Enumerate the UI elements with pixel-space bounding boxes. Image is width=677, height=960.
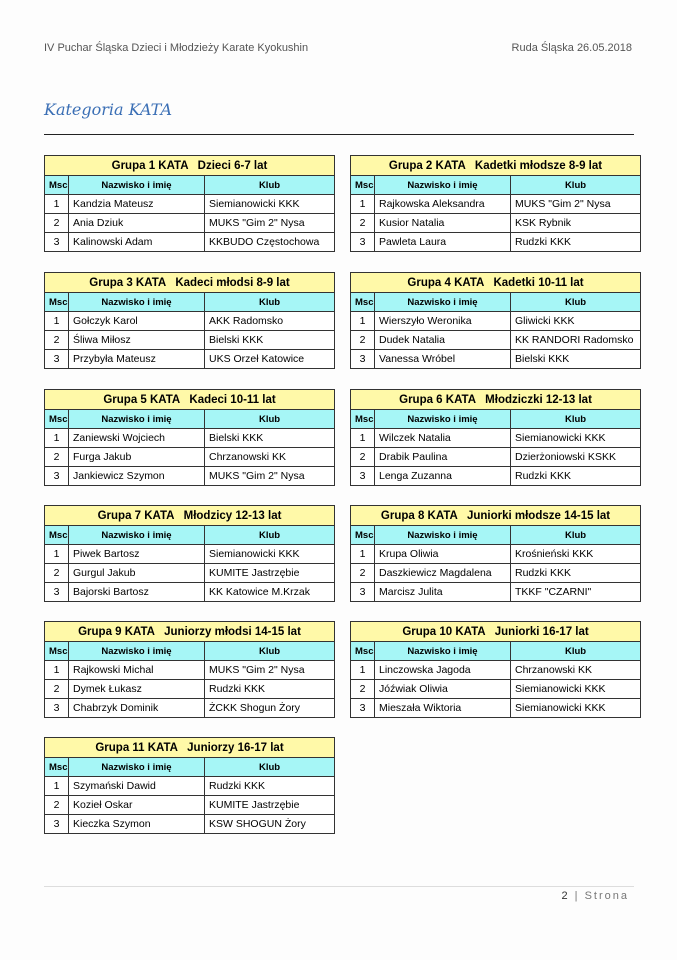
place-cell: 3 [351, 583, 375, 602]
club-cell: Rudzki KKK [205, 777, 335, 796]
group-title: Grupa 6 KATA Młodziczki 12-13 lat [351, 390, 641, 410]
place-cell: 2 [45, 331, 69, 350]
club-cell: MUKS "Gim 2" Nysa [205, 467, 335, 486]
column-header-name: Nazwisko i imię [69, 642, 205, 661]
club-cell: Bielski KKK [205, 331, 335, 350]
competitor-name-cell: Kozieł Oskar [69, 796, 205, 815]
page-footer [561, 890, 629, 902]
group-table [44, 272, 335, 369]
group-title: Grupa 10 KATA Juniorki 16-17 lat [351, 622, 641, 642]
club-cell: KUMITE Jastrzębie [205, 564, 335, 583]
competitor-name-cell: Kieczka Szymon [69, 815, 205, 834]
column-header-name: Nazwisko i imię [69, 293, 205, 312]
group-title: Grupa 1 KATA Dzieci 6-7 lat [45, 156, 335, 176]
club-cell: Chrzanowski KK [511, 661, 641, 680]
competitor-name-cell: Rajkowska Aleksandra [375, 195, 511, 214]
table-row [45, 564, 335, 583]
column-header-club: Klub [205, 758, 335, 777]
group-title: Grupa 3 KATA Kadeci młodsi 8-9 lat [45, 273, 335, 293]
column-header-msc: Msc [351, 642, 375, 661]
table-row [45, 699, 335, 718]
club-cell: UKS Orzeł Katowice [205, 350, 335, 369]
table-row [351, 331, 641, 350]
place-cell: 1 [45, 312, 69, 331]
column-header-name: Nazwisko i imię [69, 526, 205, 545]
group-table [44, 621, 335, 718]
column-header-name: Nazwisko i imię [375, 293, 511, 312]
table-row [351, 448, 641, 467]
column-header-row [45, 176, 335, 195]
column-header-msc: Msc [351, 410, 375, 429]
club-cell: Gliwicki KKK [511, 312, 641, 331]
club-cell: TKKF "CZARNI" [511, 583, 641, 602]
group-title: Grupa 5 KATA Kadeci 10-11 lat [45, 390, 335, 410]
place-cell: 1 [45, 777, 69, 796]
table-row [351, 545, 641, 564]
column-header-row [45, 410, 335, 429]
column-header-name: Nazwisko i imię [69, 176, 205, 195]
club-cell: MUKS "Gim 2" Nysa [205, 214, 335, 233]
competitor-name-cell: Bajorski Bartosz [69, 583, 205, 602]
place-cell: 3 [351, 350, 375, 369]
place-cell: 1 [351, 312, 375, 331]
club-cell: KK Katowice M.Krzak [205, 583, 335, 602]
document-header-title: IV Puchar Śląska Dzieci i Młodzieży Karate Kyokushin [44, 42, 309, 54]
competitor-name-cell: Wilczek Natalia [375, 429, 511, 448]
club-cell: Bielski KKK [511, 350, 641, 369]
competitor-name-cell: Linczowska Jagoda [375, 661, 511, 680]
competitor-name-cell: Mieszała Wiktoria [375, 699, 511, 718]
club-cell: Krośnieński KKK [511, 545, 641, 564]
table-row [45, 467, 335, 486]
competitor-name-cell: Krupa Oliwia [375, 545, 511, 564]
table-row [351, 564, 641, 583]
club-cell: AKK Radomsko [205, 312, 335, 331]
competitor-name-cell: Gurgul Jakub [69, 564, 205, 583]
club-cell: Siemianowicki KKK [205, 545, 335, 564]
column-header-name: Nazwisko i imię [69, 410, 205, 429]
club-cell: Rudzki KKK [205, 680, 335, 699]
group-table [44, 505, 335, 602]
competitor-name-cell: Furga Jakub [69, 448, 205, 467]
group-table [44, 389, 335, 486]
column-header-row [351, 526, 641, 545]
table-row [45, 448, 335, 467]
column-header-msc: Msc [45, 176, 69, 195]
column-header-msc: Msc [351, 293, 375, 312]
club-cell: Siemianowicki KKK [511, 429, 641, 448]
table-row [45, 680, 335, 699]
place-cell: 1 [351, 545, 375, 564]
column-header-name: Nazwisko i imię [375, 526, 511, 545]
group-table [44, 155, 335, 252]
group-title: Grupa 9 KATA Juniorzy młodsi 14-15 lat [45, 622, 335, 642]
competitor-name-cell: Lenga Zuzanna [375, 467, 511, 486]
place-cell: 1 [45, 195, 69, 214]
place-cell: 1 [351, 661, 375, 680]
place-cell: 2 [45, 448, 69, 467]
table-row [45, 661, 335, 680]
column-header-name: Nazwisko i imię [375, 642, 511, 661]
table-row [351, 214, 641, 233]
competitor-name-cell: Kusior Natalia [375, 214, 511, 233]
place-cell: 2 [351, 214, 375, 233]
column-header-club: Klub [205, 176, 335, 195]
table-row [351, 699, 641, 718]
competitor-name-cell: Rajkowski Michal [69, 661, 205, 680]
competitor-name-cell: Gołczyk Karol [69, 312, 205, 331]
place-cell: 3 [45, 467, 69, 486]
table-row [45, 777, 335, 796]
table-row [351, 429, 641, 448]
competitor-name-cell: Chabrzyk Dominik [69, 699, 205, 718]
place-cell: 2 [351, 331, 375, 350]
place-cell: 1 [45, 429, 69, 448]
competitor-name-cell: Piwek Bartosz [69, 545, 205, 564]
group-title: Grupa 8 KATA Juniorki młodsze 14-15 lat [351, 506, 641, 526]
table-row [351, 583, 641, 602]
competitor-name-cell: Kandzia Mateusz [69, 195, 205, 214]
table-row [45, 312, 335, 331]
competitor-name-cell: Jankiewicz Szymon [69, 467, 205, 486]
group-table [44, 737, 335, 834]
table-row [45, 350, 335, 369]
table-row [351, 350, 641, 369]
club-cell: Rudzki KKK [511, 564, 641, 583]
competitor-name-cell: Ania Dziuk [69, 214, 205, 233]
club-cell: Siemianowicki KKK [511, 699, 641, 718]
column-header-row [45, 758, 335, 777]
table-row [351, 680, 641, 699]
document-header-date: Ruda Śląska 26.05.2018 [511, 42, 632, 54]
place-cell: 3 [351, 699, 375, 718]
club-cell: KK RANDORI Radomsko [511, 331, 641, 350]
column-header-name: Nazwisko i imię [375, 176, 511, 195]
table-row [45, 545, 335, 564]
club-cell: Rudzki KKK [511, 467, 641, 486]
group-title: Grupa 7 KATA Młodzicy 12-13 lat [45, 506, 335, 526]
competitor-name-cell: Pawleta Laura [375, 233, 511, 252]
club-cell: Siemianowicki KKK [205, 195, 335, 214]
club-cell: KUMITE Jastrzębie [205, 796, 335, 815]
place-cell: 1 [45, 545, 69, 564]
table-row [45, 429, 335, 448]
table-row [45, 195, 335, 214]
club-cell: Rudzki KKK [511, 233, 641, 252]
club-cell: KSK Rybnik [511, 214, 641, 233]
table-row [351, 233, 641, 252]
place-cell: 2 [45, 214, 69, 233]
place-cell: 3 [45, 583, 69, 602]
competitor-name-cell: Szymański Dawid [69, 777, 205, 796]
column-header-row [351, 642, 641, 661]
column-header-row [45, 293, 335, 312]
table-row [45, 796, 335, 815]
group-table [350, 505, 641, 602]
competitor-name-cell: Daszkiewicz Magdalena [375, 564, 511, 583]
column-header-row [45, 526, 335, 545]
place-cell: 1 [351, 195, 375, 214]
footer-label: Strona [584, 890, 629, 902]
group-table [350, 155, 641, 252]
column-header-name: Nazwisko i imię [375, 410, 511, 429]
column-header-club: Klub [511, 176, 641, 195]
footer-separator: | [574, 890, 580, 902]
place-cell: 3 [45, 350, 69, 369]
group-table [350, 621, 641, 718]
footer-divider [44, 886, 634, 887]
place-cell: 2 [45, 680, 69, 699]
place-cell: 2 [45, 564, 69, 583]
table-row [45, 233, 335, 252]
competitor-name-cell: Kalinowski Adam [69, 233, 205, 252]
club-cell: MUKS "Gim 2" Nysa [511, 195, 641, 214]
club-cell: Siemianowicki KKK [511, 680, 641, 699]
place-cell: 3 [351, 233, 375, 252]
column-header-club: Klub [205, 410, 335, 429]
club-cell: Chrzanowski KK [205, 448, 335, 467]
column-header-name: Nazwisko i imię [69, 758, 205, 777]
table-row [45, 214, 335, 233]
column-header-row [351, 410, 641, 429]
competitor-name-cell: Przybyła Mateusz [69, 350, 205, 369]
column-header-club: Klub [511, 526, 641, 545]
category-title: Kategoria KATA [44, 100, 172, 119]
competitor-name-cell: Marcisz Julita [375, 583, 511, 602]
column-header-msc: Msc [351, 176, 375, 195]
competitor-name-cell: Dudek Natalia [375, 331, 511, 350]
club-cell: ŻCKK Shogun Żory [205, 699, 335, 718]
competitor-name-cell: Vanessa Wróbel [375, 350, 511, 369]
place-cell: 1 [351, 429, 375, 448]
column-header-club: Klub [511, 293, 641, 312]
group-title: Grupa 4 KATA Kadetki 10-11 lat [351, 273, 641, 293]
group-table [350, 272, 641, 369]
competitor-name-cell: Zaniewski Wojciech [69, 429, 205, 448]
column-header-club: Klub [205, 642, 335, 661]
column-header-msc: Msc [45, 410, 69, 429]
category-divider [44, 134, 634, 135]
place-cell: 2 [351, 448, 375, 467]
place-cell: 3 [45, 233, 69, 252]
group-title: Grupa 11 KATA Juniorzy 16-17 lat [45, 738, 335, 758]
column-header-msc: Msc [45, 758, 69, 777]
table-row [351, 661, 641, 680]
place-cell: 3 [351, 467, 375, 486]
column-header-club: Klub [511, 410, 641, 429]
column-header-row [351, 176, 641, 195]
place-cell: 2 [45, 796, 69, 815]
place-cell: 2 [351, 680, 375, 699]
column-header-club: Klub [205, 293, 335, 312]
column-header-msc: Msc [45, 293, 69, 312]
column-header-msc: Msc [351, 526, 375, 545]
club-cell: KKBUDO Częstochowa [205, 233, 335, 252]
group-table [350, 389, 641, 486]
competitor-name-cell: Śliwa Miłosz [69, 331, 205, 350]
table-row [45, 815, 335, 834]
table-row [45, 331, 335, 350]
table-row [45, 583, 335, 602]
place-cell: 3 [45, 699, 69, 718]
page-number: 2 [561, 890, 570, 902]
column-header-club: Klub [511, 642, 641, 661]
column-header-row [351, 293, 641, 312]
club-cell: KSW SHOGUN Żory [205, 815, 335, 834]
column-header-msc: Msc [45, 642, 69, 661]
competitor-name-cell: Drabik Paulina [375, 448, 511, 467]
competitor-name-cell: Jóźwiak Oliwia [375, 680, 511, 699]
club-cell: Dzierżoniowski KSKK [511, 448, 641, 467]
column-header-msc: Msc [45, 526, 69, 545]
competitor-name-cell: Dymek Łukasz [69, 680, 205, 699]
club-cell: Bielski KKK [205, 429, 335, 448]
group-title: Grupa 2 KATA Kadetki młodsze 8-9 lat [351, 156, 641, 176]
place-cell: 2 [351, 564, 375, 583]
place-cell: 1 [45, 661, 69, 680]
table-row [351, 312, 641, 331]
table-row [351, 467, 641, 486]
table-row [351, 195, 641, 214]
competitor-name-cell: Wierszyło Weronika [375, 312, 511, 331]
column-header-row [45, 642, 335, 661]
column-header-club: Klub [205, 526, 335, 545]
club-cell: MUKS "Gim 2" Nysa [205, 661, 335, 680]
place-cell: 3 [45, 815, 69, 834]
